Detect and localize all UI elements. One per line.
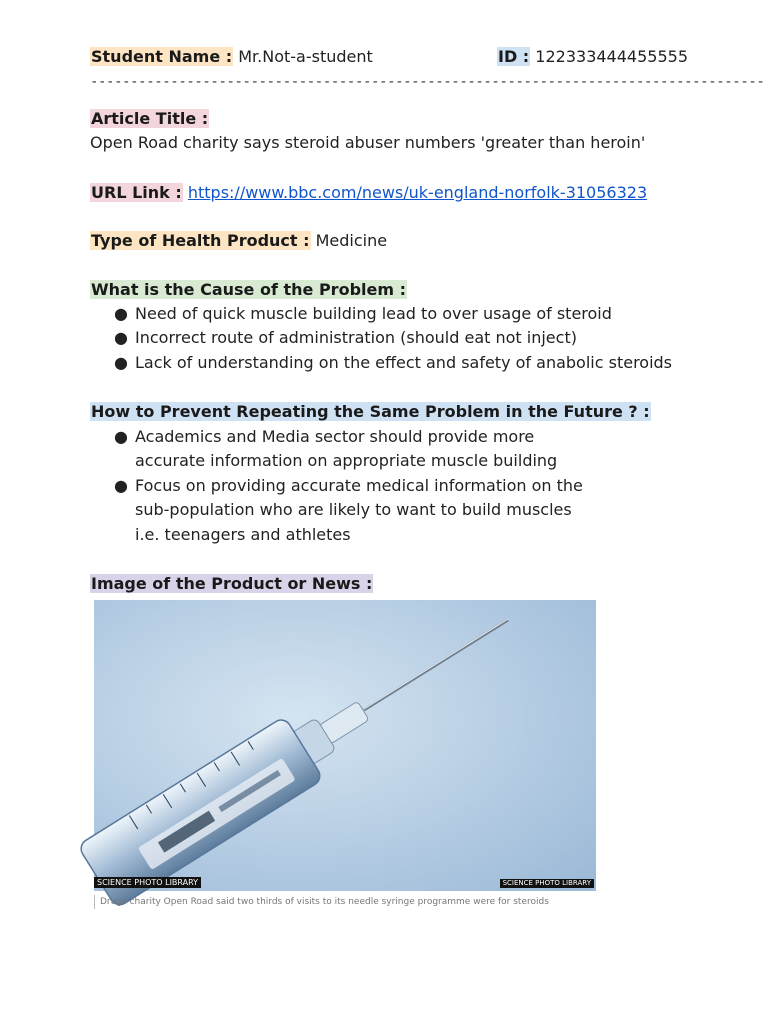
image-heading-row: [90, 572, 373, 596]
prevention-list: [90, 425, 600, 547]
article-title-label-row: [90, 107, 209, 131]
article-title-value: Open Road charity says steroid abuser numbers 'greater than heroin': [90, 133, 646, 152]
cause-list: [90, 302, 690, 375]
list-item-text: Incorrect route of administration (should eat not inject): [135, 328, 577, 348]
student-id-value: 122333444455555: [535, 47, 688, 66]
bullet-icon: ●: [114, 328, 128, 348]
bullet-icon: ●: [114, 304, 128, 323]
photo-credit-right: SCIENCE PHOTO LIBRARY: [500, 879, 594, 888]
url-label: URL Link :: [91, 183, 182, 202]
list-item-text: Academics and Media sector should provide more accurate information on appropriate muscle building: [135, 427, 558, 471]
cause-heading-row: [90, 278, 407, 302]
prevention-heading: How to Prevent Repeating the Same Problem in the Future ? :: [91, 402, 650, 421]
list-item-text: Lack of understanding on the effect and safety of anabolic steroids: [135, 352, 673, 372]
student-id-label: ID :: [498, 47, 530, 66]
list-item: [90, 474, 600, 547]
syringe-photo: [94, 600, 596, 891]
product-type-label: Type of Health Product :: [91, 231, 310, 250]
list-item-text: Need of quick muscle building lead to over usage of steroid: [135, 304, 612, 323]
bullet-icon: ●: [114, 475, 128, 495]
bullet-icon: ●: [114, 352, 128, 372]
student-name-value: Mr.Not-a-student: [238, 47, 373, 66]
student-id-row: [497, 45, 688, 69]
bullet-icon: ●: [114, 427, 128, 446]
student-name-label: Student Name :: [91, 47, 233, 66]
photo-credit-left: SCIENCE PHOTO LIBRARY: [94, 877, 201, 888]
dashed-divider: ------------------------------------------------------------------------------------: [90, 74, 765, 90]
list-item: [90, 351, 690, 375]
image-heading: Image of the Product or News :: [91, 574, 373, 593]
list-item-text: Focus on providing accurate medical information on the sub-population who are likely to want to build muscles i.e. teenagers and athletes: [135, 475, 583, 544]
article-url-link[interactable]: https://www.bbc.com/news/uk-england-norfolk-31056323: [187, 183, 648, 202]
cause-heading: What is the Cause of the Problem :: [91, 280, 406, 299]
list-item: [90, 326, 690, 350]
list-item: [90, 302, 690, 326]
product-type-row: [90, 229, 387, 253]
list-item: [90, 425, 600, 474]
photo-caption: Drugs charity Open Road said two thirds of visits to its needle syringe programme were for steroids: [94, 895, 549, 909]
syringe-illustration: [94, 600, 596, 891]
product-type-value: Medicine: [315, 231, 388, 250]
article-title-label: Article Title :: [91, 109, 209, 128]
url-row: [90, 181, 647, 205]
student-name-row: [90, 45, 373, 69]
prevention-heading-row: [90, 400, 651, 424]
